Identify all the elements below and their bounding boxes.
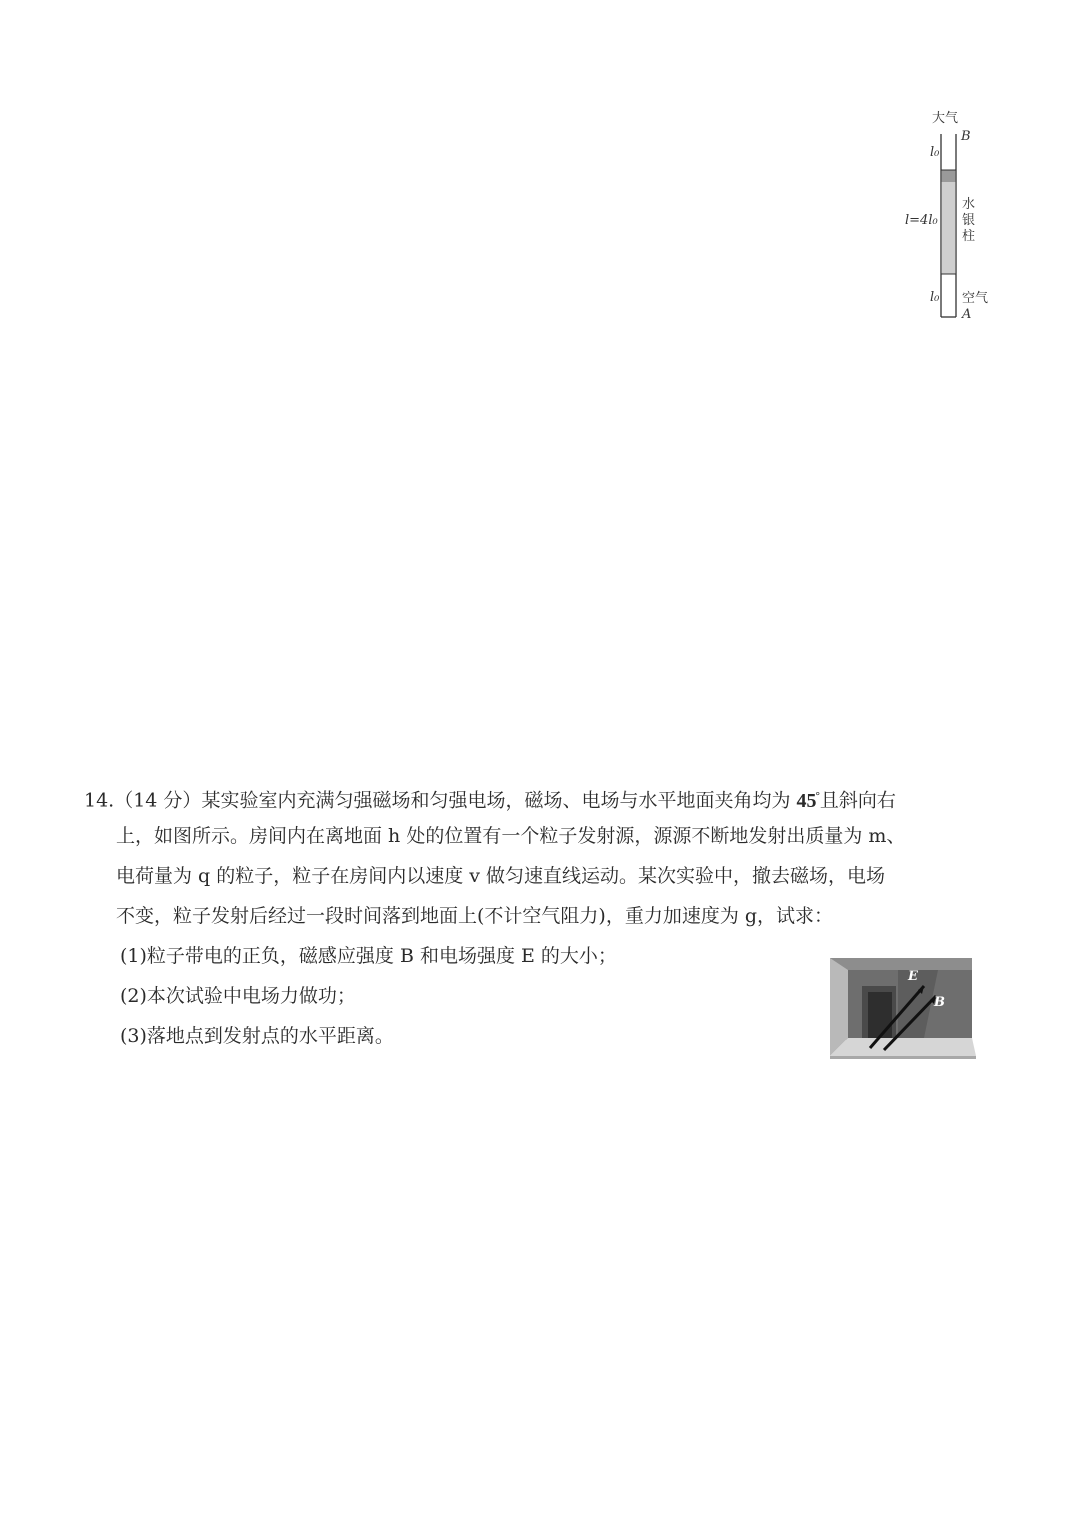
question-line-3: 电荷量为 q 的粒子，粒子在房间内以速度 v 做匀速直线运动。某次实验中，撤去磁场，电场	[116, 865, 886, 887]
tube-figure	[900, 104, 1010, 324]
mercury-column	[942, 170, 956, 274]
question-line-2: 上，如图所示。房间内在离地面 h 处的位置有一个粒子发射源，源源不断地发射出质量为 m、	[116, 825, 906, 847]
question-number: 14.（14 分）	[84, 789, 202, 812]
sub-question-3: (3)落地点到发射点的水平距离。	[120, 1025, 394, 1047]
end-a-label: A	[962, 307, 972, 322]
sub-question-2: (2)本次试验中电场力做功；	[120, 985, 356, 1007]
mercury-label-1: 水	[962, 197, 976, 212]
l-middle-label: l=4l₀	[905, 213, 938, 228]
mercury-label-3: 柱	[962, 229, 976, 244]
l0-top-label: l₀	[930, 145, 940, 160]
b-field-label: B	[934, 995, 945, 1010]
e-field-label: E	[908, 969, 918, 984]
room-figure	[828, 956, 978, 1060]
air-label: 空气	[962, 291, 989, 306]
atmosphere-label: 大气	[932, 111, 959, 126]
question-text-1a: 某实验室内充满匀强磁场和匀强电场，磁场、电场与水平地面夹角均为	[201, 789, 797, 812]
room-field-diagram	[828, 956, 978, 1060]
question-line-4: 不变，粒子发射后经过一段时间落到地面上(不计空气阻力)，重力加速度为 g，试求：	[116, 905, 834, 927]
mercury-tube-diagram	[900, 104, 1010, 324]
l0-bottom-label: l₀	[930, 290, 940, 305]
sub-question-1: (1)粒子带电的正负，磁感应强度 B 和电场强度 E 的大小；	[120, 945, 617, 967]
question-line-1	[84, 776, 1004, 816]
mercury-label-2: 银	[962, 213, 976, 228]
end-b-label: B	[961, 129, 971, 144]
angle-value: 45°	[796, 789, 820, 812]
question-text-1b: 且斜向右	[819, 789, 896, 812]
